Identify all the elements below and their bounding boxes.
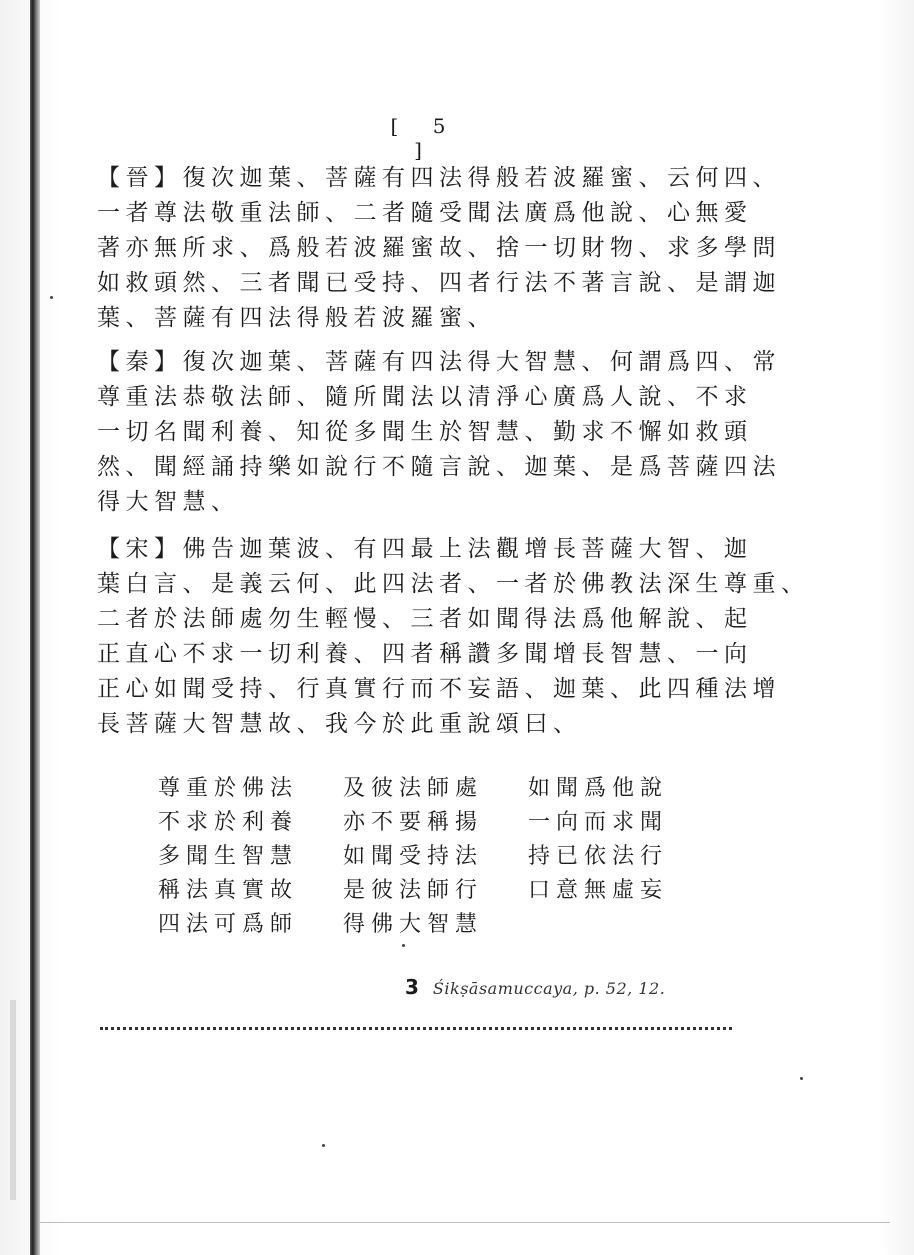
paragraph-jin bbox=[97, 161, 781, 336]
text-line: 如救頭然、三者聞已受持、四者行法不著言說、是謂迦 bbox=[97, 270, 781, 296]
paragraph-qin bbox=[97, 345, 781, 520]
page-number: [ 5 ] bbox=[390, 114, 460, 162]
text-line: 【晉】復次迦葉、菩薩有四法得般若波羅蜜、云何四、 bbox=[97, 165, 781, 191]
verse-row bbox=[158, 908, 718, 942]
bottom-rule bbox=[40, 1222, 890, 1223]
verse-row bbox=[158, 772, 718, 806]
text-line: 然、聞經誦持樂如說行不隨言說、迦葉、是爲菩薩四法 bbox=[97, 454, 781, 480]
verse-phrase: 是彼法師行 bbox=[343, 878, 484, 903]
verse-phrase: 四法可爲師 bbox=[158, 912, 299, 937]
scan-speck bbox=[800, 1077, 803, 1080]
binding-shadow bbox=[10, 1000, 16, 1200]
scan-speck bbox=[50, 296, 53, 299]
verse-phrase: 稱法真實故 bbox=[158, 878, 299, 903]
paragraph-song bbox=[97, 532, 810, 742]
verse-phrase: 亦不要稱揚 bbox=[343, 810, 484, 835]
text-line: 得大智慧、 bbox=[97, 489, 240, 515]
text-line: 【秦】復次迦葉、菩薩有四法得大智慧、何謂爲四、常 bbox=[97, 349, 781, 375]
text-line: 正心如聞受持、行真實行而不妄語、迦葉、此四種法增 bbox=[97, 676, 781, 702]
footer-signature bbox=[405, 975, 665, 1005]
scan-speck bbox=[402, 944, 405, 947]
scan-speck bbox=[322, 1144, 325, 1147]
text-line: 長菩薩大智慧故、我今於此重說頌曰、 bbox=[97, 711, 582, 737]
verse-row bbox=[158, 806, 718, 840]
verse-phrase: 一向而求聞 bbox=[528, 810, 669, 835]
verse-phrase bbox=[528, 908, 713, 942]
text-line: 一者尊法敬重法師、二者隨受聞法廣爲他說、心無愛 bbox=[97, 200, 753, 226]
verse-row bbox=[158, 874, 718, 908]
verse-phrase: 口意無虛妄 bbox=[528, 878, 669, 903]
text-line: 二者於法師處勿生輕慢、三者如聞得法爲他解說、起 bbox=[97, 606, 753, 632]
text-line: 尊重法恭敬法師、隨所聞法以清淨心廣爲人說、不求 bbox=[97, 384, 753, 410]
verse-phrase: 持已依法行 bbox=[528, 844, 669, 869]
text-line: 葉、菩薩有四法得般若波羅蜜、 bbox=[97, 305, 496, 331]
verse-phrase: 多聞生智慧 bbox=[158, 844, 299, 869]
text-line: 著亦無所求、爲般若波羅蜜故、捨一切財物、求多學問 bbox=[97, 235, 781, 261]
verse-phrase: 得佛大智慧 bbox=[343, 912, 484, 937]
verse-phrase: 尊重於佛法 bbox=[158, 776, 299, 801]
text-line: 【宋】佛告迦葉波、有四最上法觀增長菩薩大智、迦 bbox=[97, 536, 753, 562]
verse-phrase: 如聞爲他說 bbox=[528, 776, 669, 801]
verse-phrase: 及彼法師處 bbox=[343, 776, 484, 801]
verse-phrase: 不求於利養 bbox=[158, 810, 299, 835]
verse-row bbox=[158, 840, 718, 874]
text-line: 葉白言、是義云何、此四法者、一者於佛教法深生尊重、 bbox=[97, 571, 810, 597]
text-line: 一切名聞利養、知從多聞生於智慧、勤求不懈如救頭 bbox=[97, 419, 753, 445]
handwritten-note: Śikṣāsamuccaya, p. 52, 12. bbox=[432, 979, 666, 998]
binding-edge bbox=[30, 0, 40, 1255]
verse-block bbox=[158, 772, 718, 942]
signature-number: 3 bbox=[405, 975, 419, 999]
text-line: 正直心不求一切利養、四者稱讚多聞增長智慧、一向 bbox=[97, 641, 753, 667]
verse-phrase: 如聞受持法 bbox=[343, 844, 484, 869]
dotted-rule bbox=[100, 1027, 732, 1030]
